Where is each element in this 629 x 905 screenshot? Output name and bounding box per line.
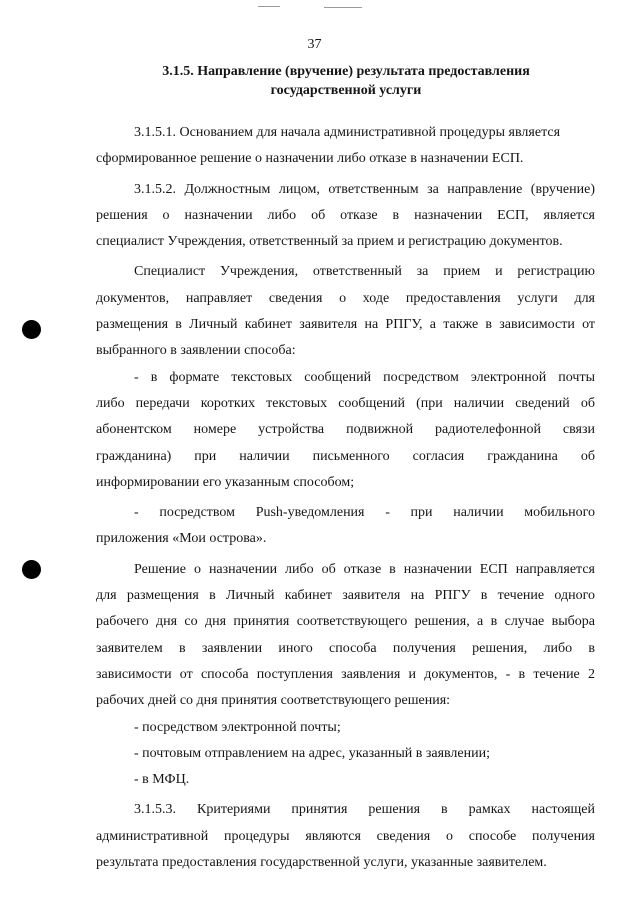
punch-hole xyxy=(22,320,41,339)
text-line: - посредством электронной почты; xyxy=(134,719,341,735)
section-heading xyxy=(96,62,596,100)
punch-hole xyxy=(22,560,41,579)
text-line: решения о назначении либо об отказе в назначении ЕСП, является xyxy=(96,207,595,223)
text-line: гражданина) при наличии письменного согласия гражданина об xyxy=(96,448,595,464)
text-line: выбранного в заявлении способа: xyxy=(96,343,296,359)
text-line: - в МФЦ. xyxy=(134,772,190,788)
text-line: - посредством Push-уведомления - при наличии мобильного xyxy=(134,505,595,521)
section-heading-line: 3.1.5. Направление (вручение) результата предоставления xyxy=(162,64,530,79)
text-line: для размещения в Личный кабинет заявителя на РПГУ в течение одного xyxy=(96,588,595,604)
page-number: 37 xyxy=(307,37,322,52)
text-line: документов, направляет сведения о ходе предоставления услуги для xyxy=(96,290,595,306)
text-line: результата предоставления государственной услуги, указанные заявителем. xyxy=(96,855,547,871)
text-line: размещения в Личный кабинет заявителя на РПГУ, а также в зависимости от xyxy=(96,317,595,333)
text-line: зависимости от способа поступления заявления и документов, - в течение 2 xyxy=(96,666,595,682)
text-line: рабочих дней со дня принятия соответствующего решения: xyxy=(96,693,451,709)
text-line: рабочего дня со дня принятия соответствующего решения, а в случае выбора xyxy=(96,614,595,630)
text-line: либо передачи коротких текстовых сообщений (при наличии сведений об xyxy=(96,395,595,411)
text-line: 3.1.5.3. Критериями принятия решения в рамках настоящей xyxy=(134,802,595,818)
text-line: - в формате текстовых сообщений посредством электронной почты xyxy=(134,369,595,385)
text-line: Специалист Учреждения, ответственный за прием и регистрацию xyxy=(134,264,595,280)
text-line: 3.1.5.2. Должностным лицом, ответственным за направление (вручение) xyxy=(134,181,595,197)
text-line: информировании его указанным способом; xyxy=(96,474,355,490)
text-line: абонентском номере устройства подвижной радиотелефонной связи xyxy=(96,422,595,438)
scan-artifact xyxy=(258,6,280,7)
text-line: - почтовым отправлением на адрес, указанный в заявлении; xyxy=(134,745,491,761)
scan-artifact xyxy=(324,7,362,8)
text-line: административной процедуры являются сведения о способе получения xyxy=(96,828,595,844)
text-line: приложения «Мои острова». xyxy=(96,531,267,547)
text-line: сформированное решение о назначении либо отказе в назначении ЕСП. xyxy=(96,151,524,167)
document-body xyxy=(96,120,595,876)
text-line: заявителем в заявлении иного способа получения решения, либо в xyxy=(96,640,595,656)
text-line: 3.1.5.1. Основанием для начала административной процедуры является xyxy=(134,125,561,140)
text-line: специалист Учреждения, ответственный за прием и регистрацию документов. xyxy=(96,234,563,250)
text-line: Решение о назначении либо об отказе в назначении ЕСП направляется xyxy=(134,561,595,577)
section-heading-line: государственной услуги xyxy=(270,83,422,98)
